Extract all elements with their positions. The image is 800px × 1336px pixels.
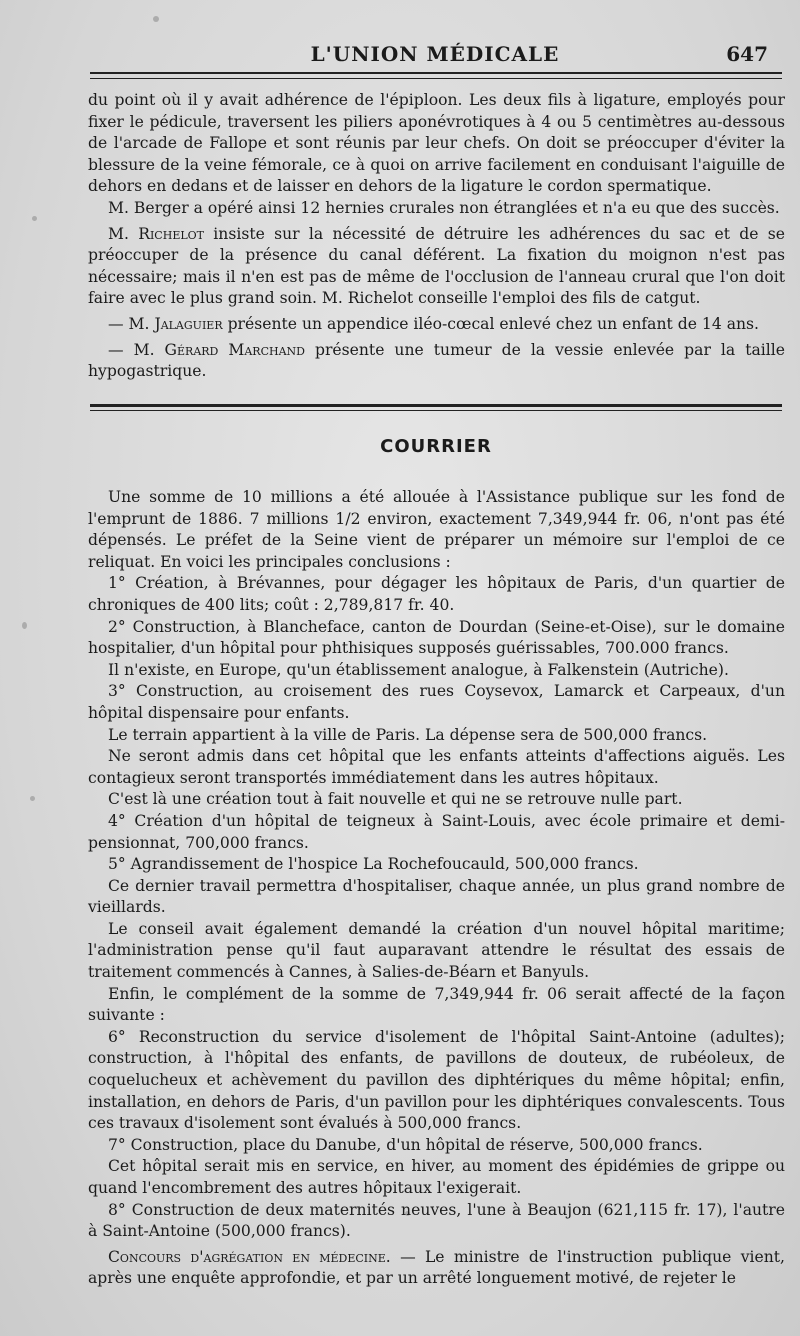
paragraph-text: présente un appendice iléo-cœcal enlevé chez un enfant de 14 ans. — [227, 314, 759, 333]
list-item: 3° Construction, au croisement des rues Coysevox, Lamarck et Carpeaux, d'un hôpital dispensaire pour enfants. — [88, 682, 785, 722]
paragraph-text: présente une tumeur de la vessie enlevée par la taille hypogastrique. — [88, 340, 785, 381]
section-surgery-report — [88, 90, 785, 383]
section-rule-thin — [90, 410, 782, 411]
list-item: 1° Création, à Brévannes, pour dégager les hôpitaux de Paris, d'un quartier de chroniques de 400 lits; coût : 2,789,817 fr. 40. — [88, 574, 785, 614]
paragraph: du point où il y avait adhérence de l'épiploon. Les deux fils à ligature, employés pour fixer le pédicule, traversent les piliers aponévrotiques à 4 ou 5 centimètres au-dessous de l'arcade de Fallope et sont réunis par leur chefs. On doit se préoccuper d'éviter la blessure de la veine fémorale, ce à quoi on arrive facilement en conduisant l'aiguille de dehors en dedans et de laisser en dehors de la ligature le cordon spermatique. — [88, 91, 785, 196]
list-item: 5° Agrandissement de l'hospice La Rochefoucauld, 500,000 francs. — [108, 855, 639, 874]
speaker-name: Gérard Marchand — [164, 340, 305, 359]
paragraph-text: insiste sur la nécessité de détruire les adhérences du sac et de se préoccuper de la présence du canal déférent. La fixation du moignon n'est pas nécessaire; mais il n'en est pas de même de l'occlusion de l'anneau crural que l'on doit faire avec le plus grand soin. M. Richelot conseille l'emploi des fils de catgut. — [88, 224, 785, 308]
speaker-prefix: — M. — [108, 314, 155, 333]
paragraph: C'est là une création tout à fait nouvelle et qui ne se retrouve nulle part. — [108, 790, 683, 809]
paragraph — [88, 1247, 785, 1290]
run-in-heading: Concours d'agrégation en médecine. — [108, 1247, 391, 1266]
section-rule-thick — [90, 404, 782, 407]
list-item: 6° Reconstruction du service d'isolement de l'hôpital Saint-Antoine (adultes); construction, à l'hôpital des enfants, de pavillons de douteux, de rubéoleux, de coquelucheux et achèvement du pavillon des diphtériques du même hôpital; enfin, installation, en dehors de Paris, d'un pavillon pour les diphtériques convalescents. Tous ces travaux d'isolement sont évalués à 500,000 francs. — [88, 1027, 785, 1133]
paper-stain — [22, 622, 27, 629]
paper-stain — [30, 796, 35, 801]
paragraph — [88, 314, 785, 336]
paragraph: Le terrain appartient à la ville de Paris. La dépense sera de 500,000 francs. — [108, 725, 708, 744]
page-number: 647 — [726, 42, 768, 66]
section-title-courrier: COURRIER — [380, 436, 492, 457]
paper-stain — [32, 216, 37, 221]
paragraph: Ce dernier travail permettra d'hospitaliser, chaque année, un plus grand nombre de vieillards. — [88, 876, 785, 917]
paragraph: Ne seront admis dans cet hôpital que les enfants atteints d'affections aiguës. Les contagieux seront transportés immédiatement dans les autres hôpitaux. — [88, 747, 785, 787]
speaker-prefix: — M. — [108, 340, 165, 359]
running-title: L'UNION MÉDICALE — [310, 42, 560, 66]
speaker-name: Jalaguier — [154, 314, 223, 333]
paragraph: M. Berger a opéré ainsi 12 hernies crurales non étranglées et n'a eu que des succès. — [108, 198, 780, 217]
paragraph — [88, 224, 785, 310]
paragraph: Cet hôpital serait mis en service, en hiver, au moment des épidémies de grippe ou quand l'encombrement des autres hôpitaux l'exigerait. — [88, 1157, 785, 1197]
paragraph-text: — Le ministre de l'instruction publique vient, après une enquête approfondie, et par un arrêté longuement motivé, de rejeter le — [88, 1247, 785, 1288]
paragraph: Enfin, le complément de la somme de 7,349,944 fr. 06 serait affecté de la façon suivante : — [88, 984, 785, 1025]
paper-stain — [153, 16, 159, 22]
running-header — [88, 40, 782, 70]
speaker-name: Richelot — [138, 224, 205, 243]
paragraph: Une somme de 10 millions a été allouée à l'Assistance publique sur les fond de l'emprunt de 1886. 7 millions 1/2 environ, exactement 7,349,944 fr. 06, n'ont pas été dépensés. Le préfet de la Seine vient de préparer un mémoire sur l'emploi de ce reliquat. En voici les principales conclusions : — [88, 488, 785, 571]
list-item: 2° Construction, à Blancheface, canton de Dourdan (Seine-et-Oise), sur le domaine hospitalier, d'un hôpital pour phthisiques supposés guérissables, 700.000 francs. — [88, 617, 785, 658]
paragraph: Il n'existe, en Europe, qu'un établissement analogue, à Falkenstein (Autriche). — [108, 660, 729, 679]
list-item: 7° Construction, place du Danube, d'un hôpital de réserve, 500,000 francs. — [108, 1135, 703, 1154]
header-rule-thin — [90, 78, 782, 79]
paragraph: Le conseil avait également demandé la création d'un nouvel hôpital maritime; l'administration pense qu'il faut auparavant attendre le résultat des essais de traitement commencés à Cannes, à Salies-de-Béarn et Banyuls. — [88, 919, 785, 982]
speaker-prefix: M. — [108, 224, 139, 243]
paragraph — [88, 340, 785, 383]
list-item: 4° Création d'un hôpital de teigneux à Saint-Louis, avec école primaire et demi-pensionnat, 700,000 francs. — [88, 811, 785, 852]
list-item: 8° Construction de deux maternités neuves, l'une à Beaujon (621,115 fr. 17), l'autre à Saint-Antoine (500,000 francs). — [88, 1200, 785, 1241]
section-courrier — [88, 487, 785, 1290]
header-rule-thick — [90, 72, 782, 74]
